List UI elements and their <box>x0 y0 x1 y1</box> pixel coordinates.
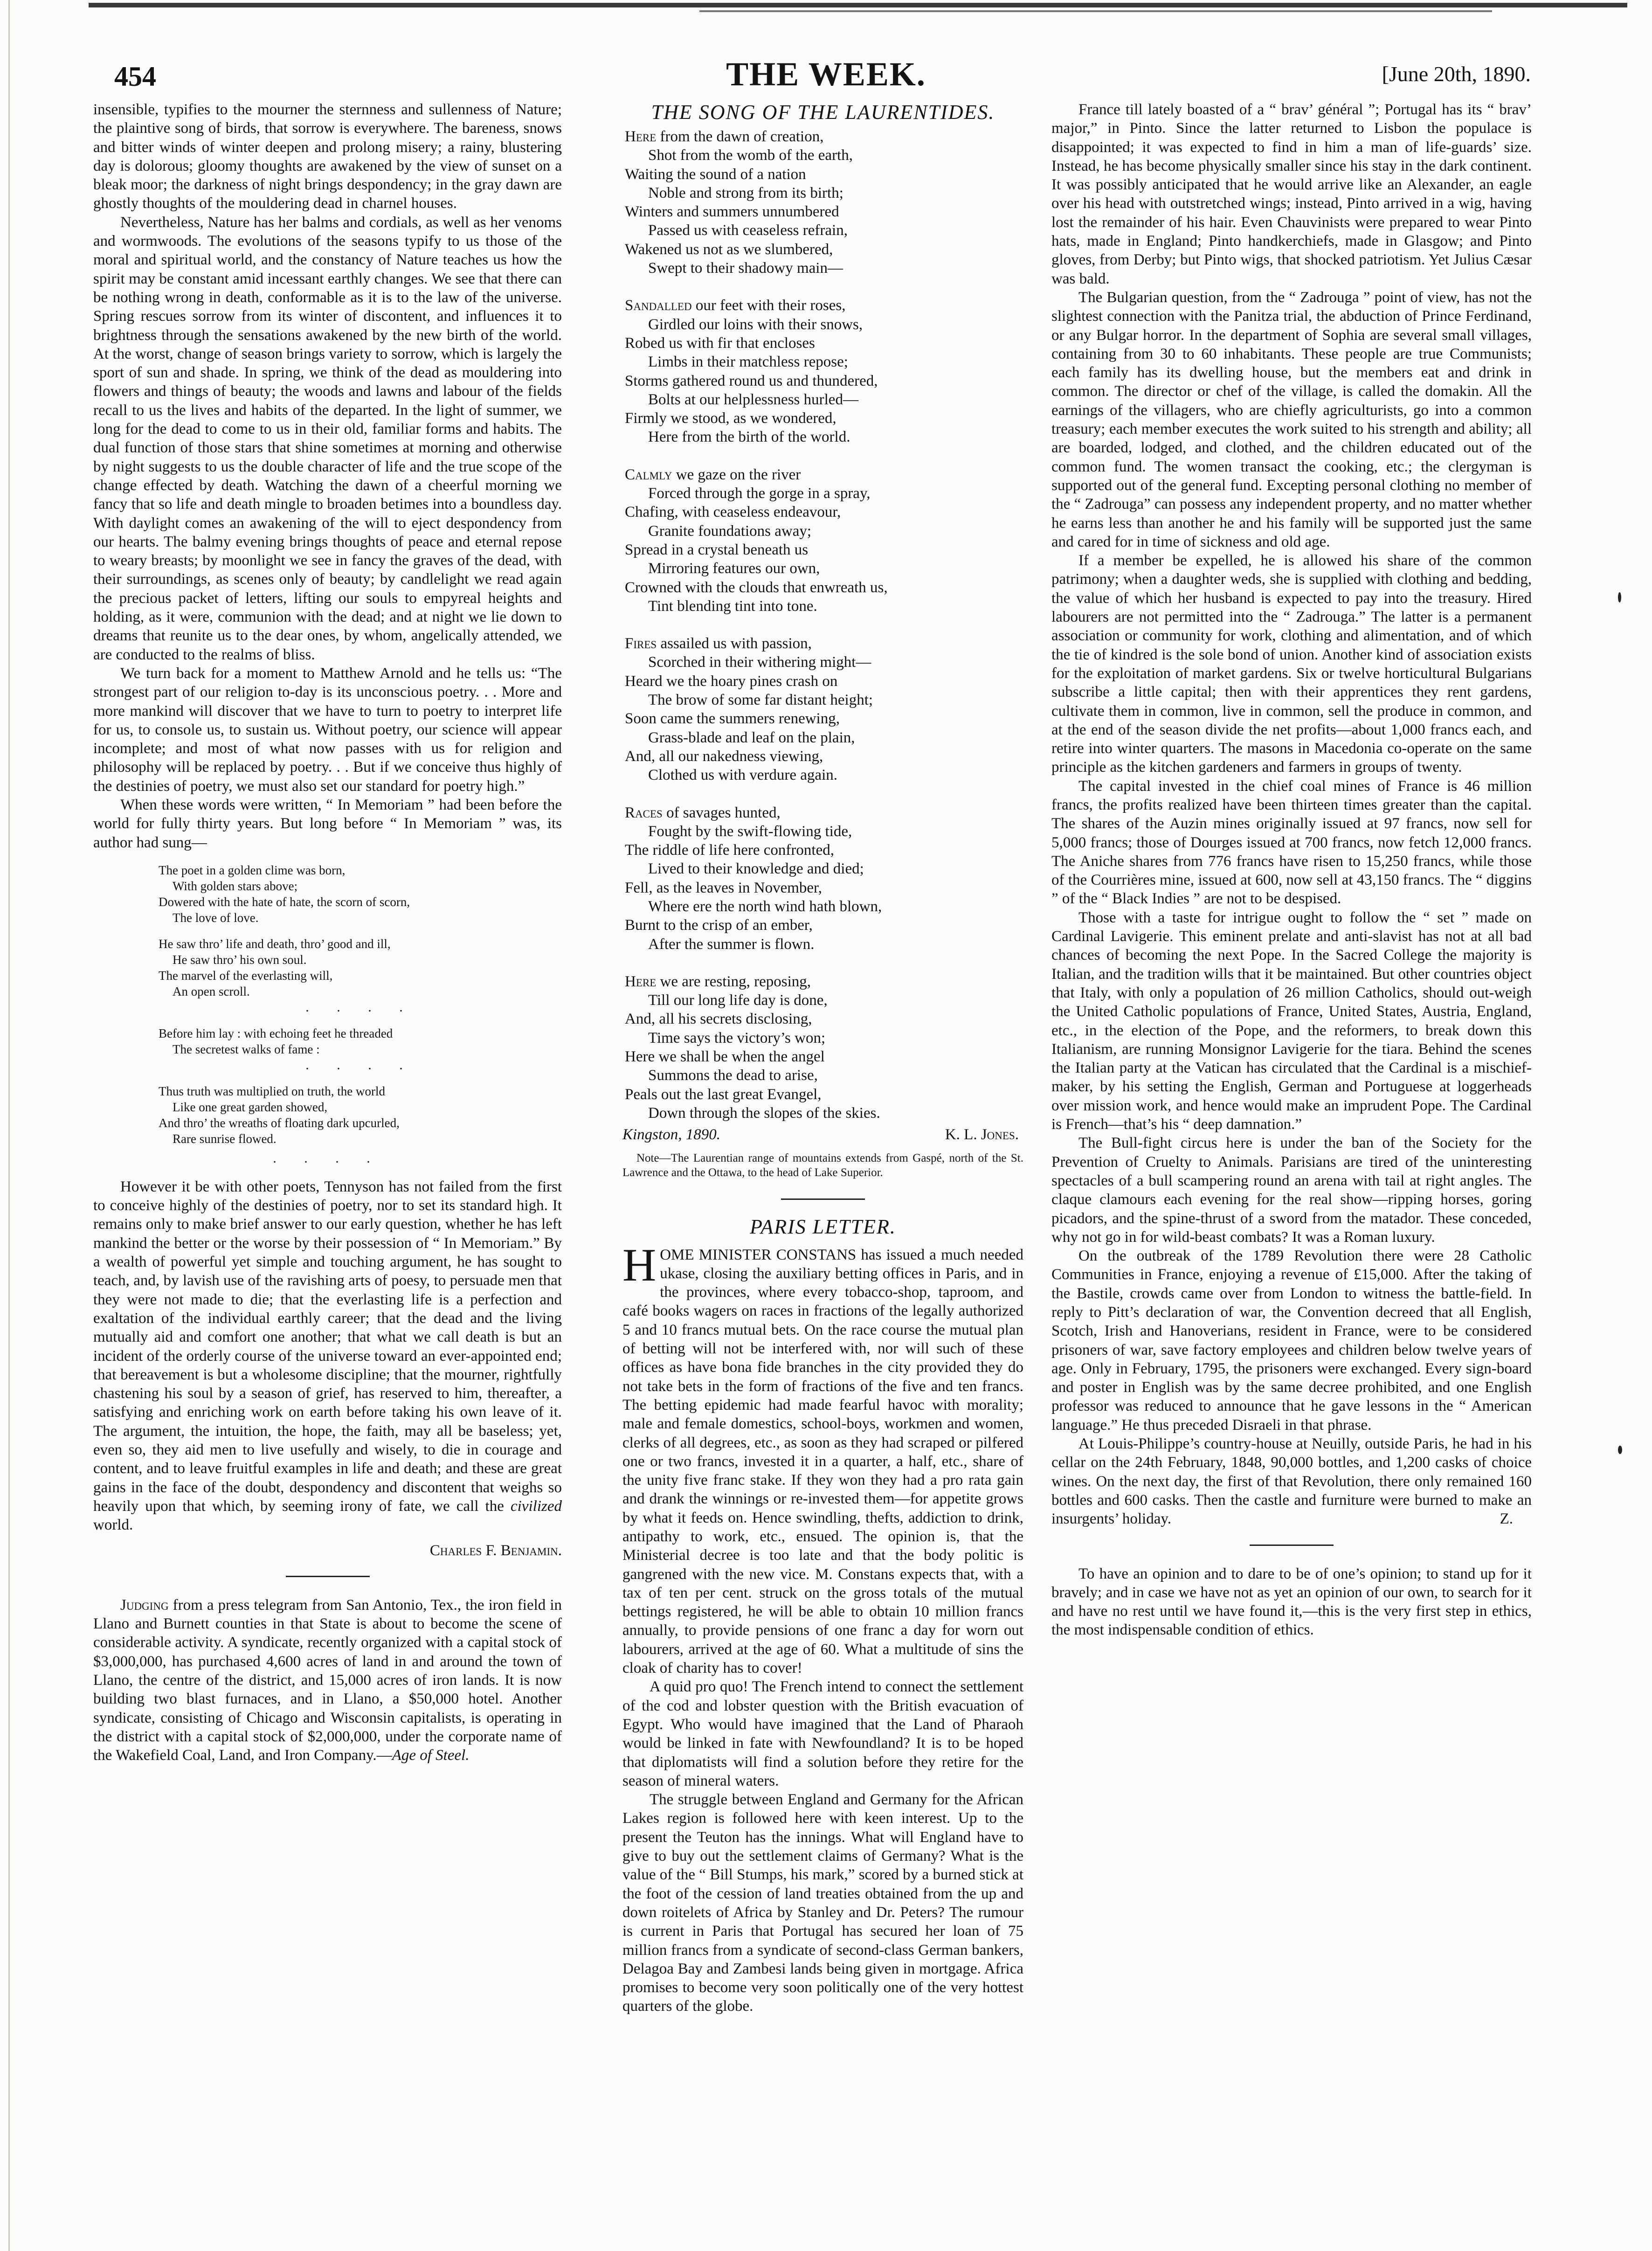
article-paragraph <box>93 1177 562 1535</box>
stanza-gap <box>625 616 1023 634</box>
poem-line: Clothed us with verdure again. <box>648 767 837 784</box>
verse-line: The marvel of the everlasting will, <box>159 968 333 983</box>
page-number: 454 <box>114 61 156 92</box>
poem-line: Limbs in their matchless repose; <box>648 353 848 371</box>
poem-footnote: Note—The Laurentian range of mountains extends from Gaspé, north of the St. Lawrence and the Ottawa, to the head of Lake Superior. <box>622 1151 1023 1179</box>
poem-line: Here we are resting, reposing, <box>625 973 811 990</box>
issue-date: [June 20th, 1890. <box>1382 62 1531 86</box>
poem-line: Summons the dead to arise, <box>648 1067 818 1084</box>
poem-line: Down through the slopes of the skies. <box>648 1104 880 1122</box>
poem-title: THE SONG OF THE LAURENTIDES. <box>651 101 995 124</box>
poem-line: Heard we the hoary pines crash on <box>625 672 838 690</box>
italic-word: civilized <box>511 1497 562 1515</box>
stanza-gap <box>159 1073 562 1083</box>
paragraph-text: OME MINISTER CONSTANS has issued a much needed ukase, closing the auxiliary betting offices in Paris, and in the provinces, where every tobacco-shop, taproom, and café books wagers on races in fractions of the legally authorized 5 and 10 francs mutual bets. On the race course the mutual plan of betting will not be interfered with, nor will such of these offices as have bona fide branches in the city provided they do not take bets in the form of fractions of the five and ten francs. The betting epidemic had made fearful havoc with morality; male and female domestics, school-boys, workmen and women, clerks of all degrees, etc., as soon as they had scraped or pilfered one or two francs, invested it in a quarter, a half, etc., share of the unity five franc stake. If they won they had a pro rata gain and drank the winnings or re-invested them—for appetite grows by what it feeds on. Hence swindling, thefts, addiction to drink, antipathy to work, etc., ensued. The opinion is, that the Ministerial decree is too late and that the body politic is gangrened with the new vice. M. Constans expects that, with a tax of ten per cent. struck on the gross totals of the mutual bettings registered, he will be able to obtain 10 million francs annually, to provide pensions of one franc a day for worn out labourers, arrived at the age of 60. What a multitude of sins the cloak of charity has to cover! <box>622 1246 1023 1677</box>
poem-line: Passed us with ceaseless refrain, <box>648 222 848 239</box>
verse-line: Dowered with the hate of hate, the scorn of scorn, <box>159 894 410 909</box>
article-paragraph <box>93 1596 562 1765</box>
poem-line: The riddle of life here confronted, <box>625 842 834 859</box>
poem-line: Swept to their shadowy main— <box>648 260 843 277</box>
letter-signature: Z. <box>1500 1510 1513 1528</box>
stanza-gap <box>625 277 1023 296</box>
lead-word: Judging <box>120 1596 169 1614</box>
top-border-rule-thin <box>699 10 1492 12</box>
article-paragraph: On the outbreak of the 1789 Revolution there were 28 Catholic Communities in France, enjoying a revenue of £15,000. After the taking of the Bastile, crowds came over from London to witness the battle-field. In reply to Pitt’s declaration of war, the Convention decreed that all English, Scotch, Irish and Hanoverians, resident in France, were to be considered prisoners of war, save factory employees and children below twelve years of age. Only in February, 1795, the prisoners were exchanged. Every sign-board and poster in English was by the same decree prohibited, and one English professor was reduced to announce that he gave lessons in the “ American language.” He thus preceded Disraeli in that phrase. <box>1051 1247 1532 1434</box>
ellipsis-dots: . . . . <box>305 1057 415 1073</box>
stanza-gap <box>625 954 1023 972</box>
stanza-gap <box>159 1015 562 1025</box>
ellipsis-dots: . . . . <box>273 1150 382 1166</box>
poem-line: Spread in a crystal beneath us <box>625 541 809 558</box>
poem-line: Winters and summers unnumbered <box>625 203 839 221</box>
poem-line: Crowned with the clouds that enwreath us, <box>625 579 888 596</box>
article-paragraph: France till lately boasted of a “ brav’ général ”; Portugal has its “ brav’ major,” in Pinto. Since the latter returned to Lisbon the populace is disappointed; it was expected to find in him a man of life-guards’ size. Instead, he has become physically smaller since his stay in the dark continent. It was possibly anticipated that he would arrive like an Alexander, an eagle over his head with outstretched wings; instead, Pinto arrived in a wig, having lost the remainder of his hair. Even Chauvinists were prepared to wear Pinto hats, made in England; Pinto handkerchiefs, made in Glasgow; and Pinto gloves, from Derby; but Pinto wigs, that shocked patriotism. Yet Julius Cæsar was bald. <box>1051 101 1532 287</box>
poem-line: After the summer is flown. <box>648 935 815 953</box>
poem-author: K. L. Jones. <box>945 1126 1019 1143</box>
stanza-gap <box>625 785 1023 803</box>
poem-line: Waiting the sound of a nation <box>625 166 806 183</box>
section-divider <box>1250 1545 1334 1546</box>
poem-line: Where ere the north wind hath blown, <box>648 898 882 915</box>
article-paragraph: The capital invested in the chief coal mines of France is 46 million francs, the profits realized have been thirteen times greater than the capital. The shares of the Auzin mines originally issued at 97 francs, now sell for 5,000 francs; those of Dourges issued at 700 francs, now fetch 12,000 francs. The Aniche shares from 776 francs have risen to 15,250 francs, while those of the Courrières mine, issued at 600, now sell at 43,150 francs. The “ diggins ” of the “ Black Indies ” are not to be despised. <box>1051 777 1532 907</box>
poem-line: Here we shall be when the angel <box>625 1048 825 1066</box>
paragraph-text: from a press telegram from San Antonio, Tex., the iron field in Llano and Burnett counties in that State is about to become the scene of considerable activity. A syndicate, recently organized with a capital stock of $3,000,000, has purchased 4,600 acres of land in and around the town of Llano, the centre of the district, and 15,000 acres of iron lands. It is now building two blast furnaces, and in Llano, a $50,000 hotel. Another syndicate, consisting of Chicago and Wisconsin capitalists, is operating in the district with a capital stock of $2,000,000, under the corporate name of the Wakefield Coal, Land, and Iron Company.— <box>93 1596 562 1764</box>
verse-line: With golden stars above; <box>173 879 298 893</box>
quoted-verse <box>159 862 562 1147</box>
poem-line: Granite foundations away; <box>648 522 812 540</box>
verse-line: The poet in a golden clime was born, <box>159 863 346 877</box>
poem-line: Noble and strong from its birth; <box>648 184 843 201</box>
column-left <box>93 100 562 1765</box>
verse-line: Before him lay : with echoing feet he threaded <box>159 1026 393 1040</box>
poem-line: Tint blending tint into tone. <box>648 597 817 615</box>
poem-line: Time says the victory’s won; <box>648 1029 826 1046</box>
drop-cap: H <box>622 1239 657 1291</box>
article-paragraph: The struggle between England and Germany for the African Lakes region is followed here with keen interest. Up to the present the Teuton has the innings. What will England have to give to buy out the settlement claims of Germany? What is the value of the “ Bill Stumps, his mark,” scored by a burned stick at the foot of the cession of land treaties obtained from the up and down roitelets of Africa by Stanley and Dr. Peters? The rumour is current in Paris that Portugal has secured her loan of 75 million francs from a syndicate of second-class German bankers, Delagoa Bay and Zambesi lands being given in mortgage. Africa promises to become very soon politically one of the very hottest quarters of the globe. <box>622 1791 1023 2015</box>
article-paragraph <box>1051 1434 1532 1528</box>
verse-line: The love of love. <box>173 910 259 925</box>
poem-line: Fires assailed us with passion, <box>625 635 812 652</box>
poem-line: Till our long life day is done, <box>648 992 828 1009</box>
poem-line: And, all his secrets disclosing, <box>625 1011 812 1028</box>
article-paragraph: A quid pro quo! The French intend to connect the settlement of the cod and lobster question with the British evacuation of Egypt. Who would have imagined that the Land of Pharaoh would be linked in fate with Newfoundland? It is to be hoped that diplomatists will find a solution before they retire for the season of mineral waters. <box>622 1678 1023 1789</box>
poem-line: Sandalled our feet with their roses, <box>625 297 846 314</box>
section-divider <box>286 1576 370 1577</box>
verse-line: He saw thro’ life and death, thro’ good and ill, <box>159 936 391 951</box>
article-paragraph: We turn back for a moment to Matthew Arnold and he tells us: “The strongest part of our religion to-day is its unconscious poetry. . . More and more mankind will discover that we have to turn to poetry to interpret life for us, to console us, to sustain us. Without poetry, our science will appear incomplete; and most of what now passes with us for religion and philosophy will be replaced by poetry. . . But if we conceive thus highly of the destinies of poetry, we must also set our standard for poetry high.” <box>93 665 562 795</box>
article-paragraph: Nevertheless, Nature has her balms and cordials, as well as her venoms and wormwoods. The evolutions of the seasons typify to us those of the moral and spiritual world, and the constancy of Nature teaches us how the spirit may be constant amid incessant earthly changes. We see that there can be nothing wrong in death, conformable as it is to the law of the universe. Spring rescues sorrow from its winter of discontent, and influences it to brightness through the sensations awakened by the new birth of the world. At the worst, change of season brings variety to sorrow, which is largely the sport of sun and shade. In spring, we think of the dead as mouldering into flowers and things of beauty; the woods and lawns and labour of the fields recall to us the lives and habits of the departed. In the light of summer, we long for the dead to come to us in their old, familiar forms and habits. The dual function of those stars that shine sometimes at morning and otherwise by night suggests to us the double character of life and the true scope of the change effected by death. Watching the dawn of a cheerful morning we fancy that so life and death mingle to broaden betimes into a boundless day. With daylight comes an awakening of the will to eject despondency from our hearts. The balmy evening brings thoughts of peace and eternal repose to weary breasts; by moonlight we see in fancy the graves of the dead, with their surroundings, as scenes only of beauty; by candlelight we read again the precious packet of letters, lifting our souls to empyreal heights and holding, as it were, communion with the dead; and at night we lie down to dreams that reunite us to the dear ones, by whom, angelically attended, we are conducted to the realms of bliss. <box>93 214 562 663</box>
poem-line: Firmly we stood, as we wondered, <box>625 410 836 427</box>
verse-line: Rare sunrise flowed. <box>173 1131 276 1146</box>
verse-line: Like one great garden showed, <box>173 1100 328 1114</box>
paragraph-text: world. <box>93 1517 133 1534</box>
poem-line: Peals out the last great Evangel, <box>625 1086 822 1103</box>
poem-line: Calmly we gaze on the river <box>625 466 801 483</box>
article-paragraph: To have an opinion and to dare to be of one’s opinion; to stand up for it bravely; and in case we have not as yet an opinion of our own, to search for it and have no rest until we have found it,—this is the very first step in ethics, the most indispensable condition of ethics. <box>1051 1565 1532 1639</box>
masthead-title: THE WEEK. <box>726 55 926 93</box>
poem-place-date: Kingston, 1890. <box>622 1126 720 1143</box>
section-divider <box>781 1198 865 1200</box>
poem-line: Bolts at our helplessness hurled— <box>648 391 858 408</box>
verse-line: He saw thro’ his own soul. <box>173 952 307 967</box>
poem-line: Mirroring features our own, <box>648 560 820 577</box>
poem-line: Here from the dawn of creation, <box>625 128 824 145</box>
ink-spot <box>1618 592 1621 603</box>
poem-line: Wakened us not as we slumbered, <box>625 241 833 258</box>
poem-line: Races of savages hunted, <box>625 804 781 821</box>
stanza-gap <box>159 926 562 936</box>
ellipsis-dots: . . . . <box>305 999 415 1015</box>
letter-title: PARIS LETTER. <box>750 1215 896 1238</box>
poem-line: Scorched in their withering might— <box>648 654 871 671</box>
article-paragraph: Those with a taste for intrigue ought to follow the “ set ” made on Cardinal Lavigerie. This eminent prelate and anti-slavist has not at all bad chances of becoming the next Pope. In the Sacred College the majority is Italian, and the tradition wills that it be maintained. But other countries object that Italy, with only a population of 26 million Catholics, should out-weigh the United Catholic populations of France, United States, Austria, England, etc., in the election of the Pope, and the reformers, to break down this Italianism, are running Monsignor Lavigerie for the tiara. Behind the scenes the Italian party at the Vatican has circulated that the Cardinal is a mischief-maker, by his setting the English, German and Portuguese at loggerheads over mission work, and hence would make an imprudent Pope. The Cardinal is French—that’s his “ deep damnation.” <box>1051 909 1532 1133</box>
top-border-rule <box>89 3 1627 7</box>
poem-line: Robed us with fir that encloses <box>625 334 815 352</box>
verse-line: The secretest walks of fame : <box>173 1042 320 1056</box>
poem-line: Lived to their knowledge and died; <box>648 860 864 878</box>
poem-attribution <box>622 1125 1019 1144</box>
poem-line: Burnt to the crisp of an ember, <box>625 917 813 934</box>
poem-line: Fought by the swift-flowing tide, <box>648 823 852 840</box>
paragraph-text: However it be with other poets, Tennyson has not failed from the first to conceive highly of the destinies of poetry, nor to set its standard high. It remains only to make brief answer to our early question, whether he has left mankind the better or the worse by their possession of “ In Memoriam.” By a wealth of powerful yet simple and touching argument, he has sought to teach, and, by lavish use of the ravishing arts of poesy, to persuade men that they were not made to die; that the everlasting life is a perfection and exaltation of the individual earthly career; that the dead and the living mutually aid and comfort one another; that what we call death is but an incident of the orderly course of the universe toward an ever-appointed end; that bereavement is but a wholesome discipline; that the mourner, rightfully chastening his soul by a season of grief, has reserved to him, thereafter, a satisfying and enriching work on earth before taking his own leave of it. The argument, the intuition, the hope, the faith, may all be baseless; yet, even so, they aid men to live usefully and wisely, to die in courage and content, and to leave fruitful examples in life and death; and these are great gains in the face of the doubt, despondency and discontent that weighs so heavily upon that which, by seeming irony of fate, we call the <box>93 1178 562 1515</box>
article-paragraph: insensible, typifies to the mourner the sternness and sullenness of Nature; the plaintive song of birds, that sorrow is everywhere. The bareness, snows and bitter winds of winter deepen and prolong misery; a rainy, blustering day is dolorous; gloomy thoughts are awakened by the view of sunset on a bleak moor; the darkness of night brings despondency; in the gray dawn are ghostly thoughts of the mouldering dead in charnel houses. <box>93 101 562 212</box>
stanza-gap <box>625 447 1023 465</box>
poem-line: Girdled our loins with their snows, <box>648 316 863 333</box>
page-edge <box>8 0 10 2251</box>
ink-spot <box>1618 1446 1622 1454</box>
article-paragraph <box>622 1239 1023 1678</box>
source-citation: Age of Steel. <box>392 1747 470 1764</box>
poem-line: Grass-blade and leaf on the plain, <box>648 729 855 746</box>
poem-line: Fell, as the leaves in November, <box>625 879 822 896</box>
poem-line: The brow of some far distant height; <box>648 692 873 709</box>
poem-line: Shot from the womb of the earth, <box>648 147 853 164</box>
poem-line: Storms gathered round us and thundered, <box>625 372 878 389</box>
poem-line: Soon came the summers renewing, <box>625 710 840 727</box>
paragraph-text: At Louis-Philippe’s country-house at Neuilly, outside Paris, he had in his cellar on the 24th February, 1848, 90,000 bottles, and 1,200 casks of choice wines. On the next day, the first of that Revolution, there only remained 160 bottles and 600 casks. Then the castle and furniture were burned to make an insurgents’ holiday. <box>1051 1435 1532 1528</box>
poem-line: And, all our nakedness viewing, <box>625 748 823 765</box>
poem-line: Here from the birth of the world. <box>648 429 850 446</box>
poem-line: Forced through the gorge in a spray, <box>648 485 871 502</box>
article-signature: Charles F. Benjamin. <box>429 1542 562 1559</box>
verse-line: Thus truth was multiplied on truth, the world <box>159 1084 385 1098</box>
article-paragraph: If a member be expelled, he is allowed his share of the common patrimony; when a daughter weds, she is supplied with clothing and bedding, the value of which her husband is expected to pay into the treasury. Hired labourers are not permitted into the “ Zadrouga.” The latter is a permanent association or community for work, clothing and alimentation, and of which the tie of kindred is the sole bond of union. Another kind of association exists for the exploitation of market gardens. Six or twelve horticultural Bulgarians subscribe a little capital; then with their apprentices they rent gardens, cultivate them in common, live in common, sell the produce in common, and at the end of the season divide the net profits—about 1,000 francs each, and retire into winter quarters. The masons in Macedonia co-operate on the same principle as the kitchen gardeners and farmers in groups of twenty. <box>1051 552 1532 776</box>
article-paragraph: The Bull-fight circus here is under the ban of the Society for the Prevention of Cruelty to Animals. Parisians are tired of the uninteresting spectacles of a bull scampering round an arena with tail at right angles. The claque clamours each evening for the real show—ripping horses, goring picadors, and the spine-thrust of a sword from the matador. These conceded, why not go in for wild-beast combats? It was a Roman luxury. <box>1051 1135 1532 1246</box>
column-right <box>1051 100 1532 1640</box>
verse-line: An open scroll. <box>173 984 250 998</box>
verse-line: And thro’ the wreaths of floating dark upcurled, <box>159 1115 400 1130</box>
poem-body <box>625 127 1023 1122</box>
article-paragraph: When these words were written, “ In Memoriam ” had been before the world for fully thirty years. But long before “ In Memoriam ” was, its author had sung— <box>93 796 562 851</box>
article-paragraph: The Bulgarian question, from the “ Zadrouga ” point of view, has not the slightest connection with the Panitza trial, the abduction of Prince Ferdinand, or any Bulgar horror. In the department of Sophia are several small villages, containing from 30 to 60 inhabitants. These people are true Communists; each family has its dwelling house, but the members eat and drink in common. The director or chef of the village, is called the domakin. All the earnings of the villagers, who are chiefly agriculturists, go into a common treasury; each member executes the work suited to his strength and ability; all are boarded, lodged, and clothed, and the children educated out of the common fund. The women transact the cooking, etc.; the clergyman is supported out of the general fund. Excepting personal clothing no member of the “ Zadrouga” can possess any independent property, and no matter whether he earns less than another he and his family will be supported just the same and cared for in time of sickness and old age. <box>1051 289 1532 550</box>
poem-line: Chafing, with ceaseless endeavour, <box>625 504 841 521</box>
column-middle <box>622 100 1023 2016</box>
